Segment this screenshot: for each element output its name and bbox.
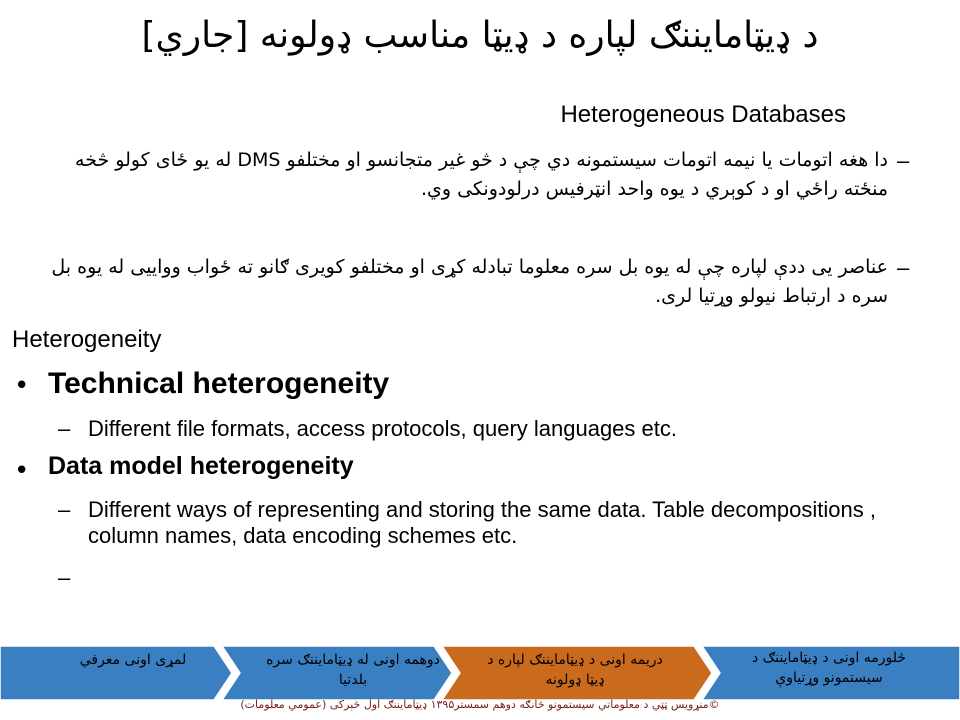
bullet-dot: •	[14, 456, 30, 486]
rtl-point-2: عناصر یی ددې لپاره چې له یوه بل سره معلوما تبادله کړی او مختلفو کویری ګانو ته ځواب وواییی له یوه بل سره د ارتباط نیولو وړتیا لری.	[51, 256, 888, 307]
dash-marker: –	[897, 255, 910, 280]
heterogeneous-databases-heading: Heterogeneous Databases	[560, 101, 846, 128]
dash-marker: –	[58, 497, 71, 522]
data-model-heterogeneity-detail: Different ways of representing and storing the same data. Table decompositions , column names, data encoding schemes etc.	[88, 497, 876, 548]
slide-footer: ©منړویس ټټي د معلوماتي سیستمونو څانګه دوهم سمستر۱۳۹۵ ډیټامایننګ اول څېرکی (عمومي معلومات)	[240, 698, 720, 711]
empty-dash-item: –	[58, 565, 71, 590]
nav-item-week-4[interactable]: څلورمه اونی د ډیټامایننګ د سیستمونو وړتیاوې	[751, 650, 907, 686]
nav-item-week-2[interactable]: دوهمه اونی له ډیټامایننګ سره بلدتیا	[266, 652, 440, 688]
heterogeneity-heading: Heterogeneity	[12, 326, 162, 353]
dash-marker: –	[58, 416, 71, 441]
slide-title: د ډیټامایننګ لپاره د ډیټا مناسب ډولونه [جاري]	[141, 15, 819, 56]
technical-heterogeneity-detail: Different file formats, access protocols, query languages etc.	[88, 416, 677, 441]
nav-item-week-3[interactable]: دریمه اونی د ډیټامایننګ لپاره د ډیټا ډولونه	[487, 652, 663, 688]
week-navigation-bar	[0, 646, 960, 700]
bullet-dot: •	[14, 371, 30, 401]
rtl-point-1: دا هغه اتومات یا نیمه اتومات سیستمونه دي چې د څو غیر متجانسو او مختلفو DMS له یو ځای کولو څخه منځته راځي او د کوېري د یوه واحد انټرفیس درلودونکی وي.	[75, 149, 888, 200]
technical-heterogeneity-label: Technical heterogeneity	[48, 367, 390, 400]
data-model-heterogeneity-label: Data model heterogeneity	[48, 452, 354, 480]
nav-item-week-1[interactable]: لمړی اونی معرفي	[79, 652, 187, 668]
dash-marker: –	[897, 148, 910, 173]
